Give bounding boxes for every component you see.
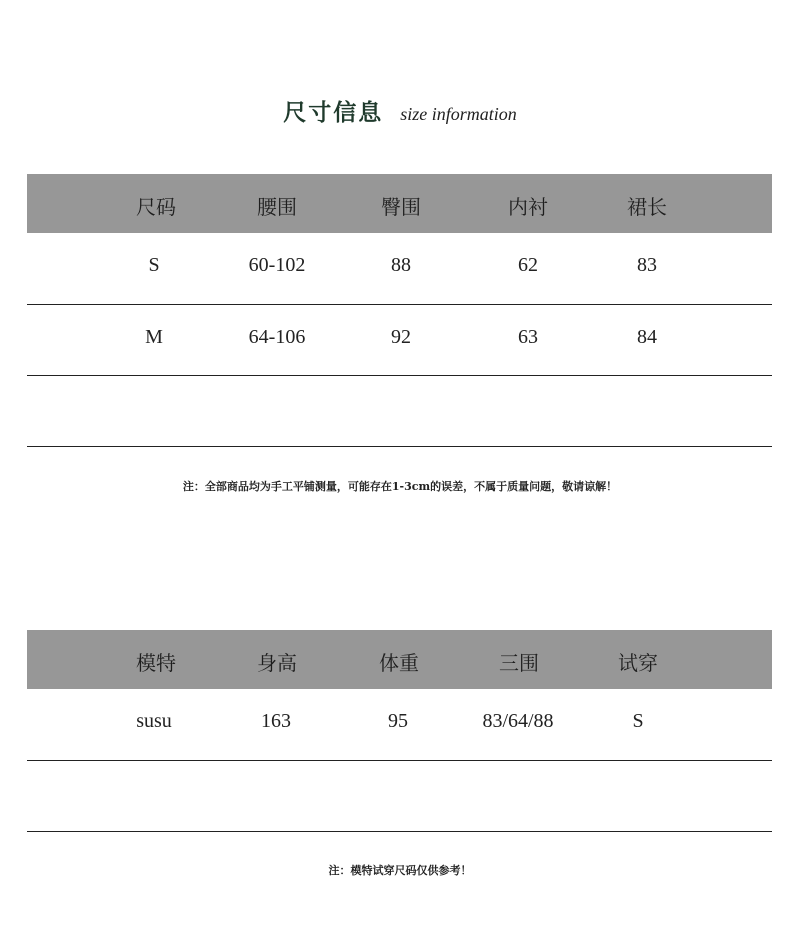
table-row (27, 689, 772, 760)
header-skirt-length: 裙长 (627, 195, 667, 219)
cell-skirt-length: 84 (637, 326, 657, 348)
table-row (27, 233, 772, 304)
cell-measurements: 83/64/88 (482, 710, 554, 732)
header-lining: 内衬 (508, 195, 548, 219)
cell-lining: 63 (518, 326, 538, 348)
row-divider (27, 831, 772, 832)
size-note: 注：全部商品均为手工平铺测量，可能存在1-3cm的误差，不属于质量问题，敬请谅解！ (182, 480, 618, 493)
table-row-empty (27, 376, 772, 447)
cell-size: S (148, 254, 160, 276)
cell-lining: 62 (518, 254, 538, 276)
cell-size: M (145, 326, 163, 348)
page-title (0, 94, 800, 127)
title-english: size information (400, 104, 517, 124)
model-table-header (27, 630, 772, 689)
cell-weight: 95 (388, 710, 408, 732)
cell-waist: 64-106 (248, 326, 306, 348)
table-row (27, 305, 772, 376)
cell-model-name: susu (136, 710, 172, 732)
header-size: 尺码 (136, 195, 176, 219)
cell-hip: 92 (391, 326, 411, 348)
cell-height: 163 (261, 710, 291, 732)
model-note: 注：模特试穿尺码仅供参考！ (328, 864, 472, 877)
header-model: 模特 (136, 651, 176, 675)
cell-skirt-length: 83 (637, 254, 657, 276)
header-hip: 臀围 (381, 195, 421, 219)
cell-waist: 60-102 (248, 254, 306, 276)
cell-tried-size: S (632, 710, 644, 732)
table-row-empty (27, 761, 772, 832)
size-table-header (27, 174, 772, 233)
title-chinese: 尺寸信息 (283, 99, 384, 126)
row-divider (27, 446, 772, 447)
header-waist: 腰围 (257, 195, 297, 219)
header-weight: 体重 (379, 651, 419, 675)
header-tried-size: 试穿 (618, 651, 658, 675)
header-height: 身高 (257, 651, 297, 675)
header-measurements: 三围 (499, 651, 539, 675)
cell-hip: 88 (391, 254, 411, 276)
